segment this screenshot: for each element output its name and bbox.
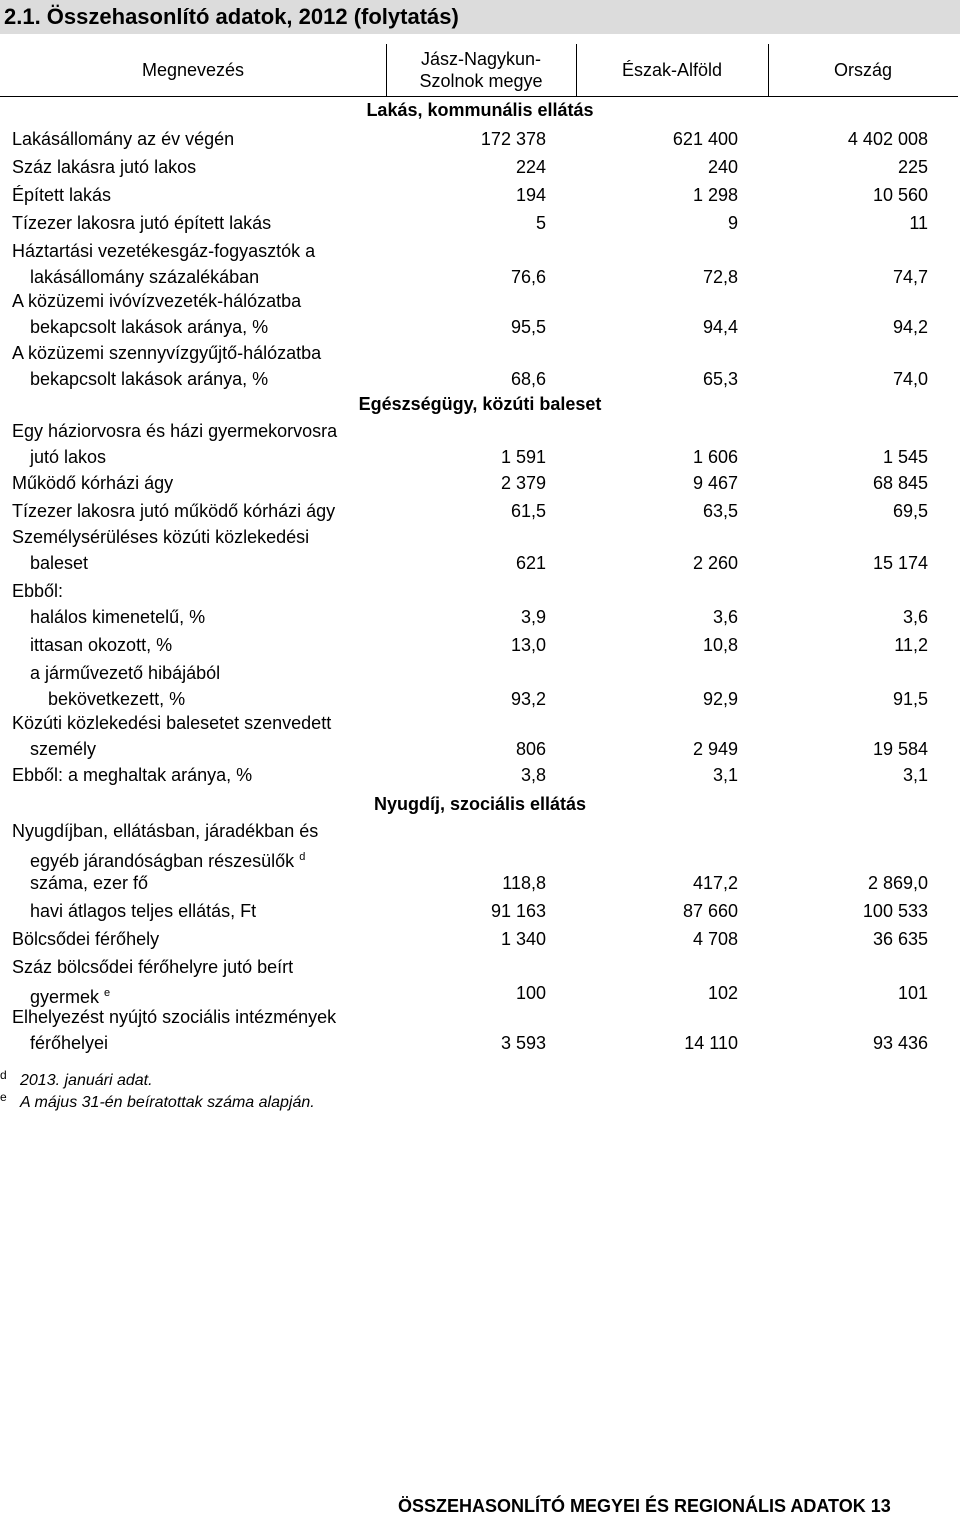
- row-label: [12, 710, 372, 762]
- row-label-line1: Személysérüléses közúti közlekedési: [12, 527, 310, 547]
- row-label-line1: Ebből:: [12, 581, 64, 601]
- row-label-line1: A közüzemi szennyvízgyűjtő-hálózatba: [12, 343, 322, 363]
- row-label-line2: gyermek: [30, 987, 100, 1007]
- footnote-symbol: d: [0, 1068, 7, 1082]
- footnote-symbol: e: [0, 1090, 7, 1104]
- value-country: 15 174: [872, 553, 928, 573]
- row-label: [12, 470, 372, 496]
- row-label-line2: lakásállomány százalékában: [30, 267, 260, 287]
- value-region: 621 400: [672, 129, 738, 149]
- value-region: 10,8: [702, 635, 738, 655]
- value-country: 225: [897, 157, 928, 177]
- value-region: 2 260: [692, 553, 738, 573]
- value-county: 76,6: [510, 267, 546, 287]
- table-row: [0, 870, 960, 896]
- value-region: 94,4: [702, 317, 738, 337]
- value-region: 4 708: [692, 929, 738, 949]
- value-country: 69,5: [892, 501, 928, 521]
- table-row: [0, 762, 960, 788]
- value-region: 3,1: [712, 765, 738, 785]
- row-label: [12, 126, 372, 152]
- table-row: [0, 340, 960, 392]
- value-region: 14 110: [684, 1033, 738, 1053]
- row-label-line1: a járművezető hibájából: [30, 663, 221, 683]
- value-country: 74,0: [892, 369, 928, 389]
- footnote-text: A május 31-én beíratottak száma alapján.: [20, 1094, 315, 1111]
- row-label-line1: Működő kórházi ágy: [12, 473, 174, 493]
- table-row: [0, 238, 960, 290]
- row-label: [12, 524, 372, 576]
- table-row: [0, 182, 960, 208]
- row-label-line1: Nyugdíjban, ellátásban, járadékban és: [12, 821, 319, 841]
- row-label-line2: bekapcsolt lakások aránya, %: [30, 317, 269, 337]
- row-label-line1: halálos kimenetelű, %: [30, 607, 206, 627]
- value-region: 3,6: [712, 607, 738, 627]
- footnote-text: 2013. januári adat.: [20, 1072, 153, 1089]
- row-label-line1: Lakásállomány az év végén: [12, 129, 235, 149]
- table-row: [0, 578, 960, 604]
- value-country: 3,6: [902, 607, 928, 627]
- value-county: 224: [515, 157, 546, 177]
- table-row: [0, 926, 960, 952]
- header-megnevezes: Megnevezés: [141, 60, 245, 80]
- row-label-line2: férőhelyei: [30, 1033, 109, 1053]
- value-country: 36 635: [872, 929, 928, 949]
- value-country: 93 436: [872, 1033, 928, 1053]
- value-country: 2 869,0: [867, 873, 928, 893]
- row-label: [12, 632, 390, 658]
- row-label: [12, 288, 372, 340]
- value-county: 5: [535, 213, 546, 233]
- header-region: Észak-Alföld: [621, 60, 723, 80]
- row-label: [12, 154, 372, 180]
- section-health: Egészségügy, közúti baleset: [358, 394, 602, 414]
- value-county: 91 163: [490, 901, 546, 921]
- table-row: [0, 604, 960, 630]
- row-label-line2: jutó lakos: [30, 447, 107, 467]
- table-row: [0, 498, 960, 524]
- value-region: 417,2: [692, 873, 738, 893]
- value-county: 68,6: [510, 369, 546, 389]
- table-row: [0, 710, 960, 762]
- footnote-marker: e: [104, 987, 111, 999]
- value-region: 92,9: [702, 689, 738, 709]
- row-label-line1: Száz lakásra jutó lakos: [12, 157, 197, 177]
- table-row: [0, 818, 960, 870]
- table-row: [0, 632, 960, 658]
- value-region: 9: [727, 213, 738, 233]
- value-country: 10 560: [872, 185, 928, 205]
- row-label-line1: Elhelyezést nyújtó szociális intézmények: [12, 1007, 337, 1027]
- value-county: 621: [515, 553, 546, 573]
- row-label-line2: személy: [30, 739, 97, 759]
- section-pension: Nyugdíj, szociális ellátás: [373, 794, 587, 814]
- value-county: 3,9: [520, 607, 546, 627]
- page-footer: ÖSSZEHASONLÍTÓ MEGYEI ÉS REGIONÁLIS ADATOK 13: [398, 1496, 891, 1516]
- row-label: [12, 418, 372, 470]
- row-label: [12, 660, 390, 712]
- value-region: 2 949: [692, 739, 738, 759]
- value-country: 11,2: [894, 635, 928, 655]
- row-label-line1: Közúti közlekedési balesetet szenvedett: [12, 713, 332, 733]
- row-label-line1: ittasan okozott, %: [30, 635, 173, 655]
- header-county-line2: Szolnok megye: [419, 71, 543, 91]
- value-county: 1 591: [500, 447, 546, 467]
- row-label-line1: Tízezer lakosra jutó épített lakás: [12, 213, 272, 233]
- value-county: 194: [515, 185, 546, 205]
- value-country: 100 533: [862, 901, 928, 921]
- row-label-line1: Bölcsődei férőhely: [12, 929, 160, 949]
- value-county: 806: [515, 739, 546, 759]
- table-row: [0, 898, 960, 924]
- row-label-line1: száma, ezer fő: [30, 873, 149, 893]
- value-county: 93,2: [510, 689, 546, 709]
- table-row: [0, 954, 960, 1006]
- row-label-line1: havi átlagos teljes ellátás, Ft: [30, 901, 257, 921]
- row-label-line1: Egy háziorvosra és házi gyermekorvosra: [12, 421, 338, 441]
- page-title: 2.1. Összehasonlító adatok, 2012 (folytatás): [0, 0, 960, 34]
- row-label-line1: Tízezer lakosra jutó működő kórházi ágy: [12, 501, 336, 521]
- value-region: 1 606: [692, 447, 738, 467]
- value-county: 61,5: [510, 501, 546, 521]
- table-row: [0, 288, 960, 340]
- value-county: 118,8: [502, 873, 546, 893]
- row-label: [12, 1004, 372, 1056]
- value-country: 3,1: [902, 765, 928, 785]
- value-region: 65,3: [702, 369, 738, 389]
- table-row: [0, 154, 960, 180]
- value-country: 94,2: [892, 317, 928, 337]
- row-label-line2: bekövetkezett, %: [48, 689, 186, 709]
- row-label: [12, 898, 390, 924]
- value-county: 172 378: [480, 129, 546, 149]
- header-county-line1: Jász-Nagykun-: [420, 49, 542, 69]
- value-country: 74,7: [892, 267, 928, 287]
- row-label-line1: A közüzemi ivóvízvezeték-hálózatba: [12, 291, 302, 311]
- row-label-line1: Háztartási vezetékesgáz-fogyasztók a: [12, 241, 316, 261]
- row-label: [12, 578, 372, 604]
- header-country: Ország: [833, 60, 893, 80]
- row-label-line2: baleset: [30, 553, 89, 573]
- value-country: 68 845: [872, 473, 928, 493]
- value-region: 1 298: [692, 185, 738, 205]
- row-label: [12, 926, 372, 952]
- table-row: [0, 660, 960, 712]
- value-region: 72,8: [702, 267, 738, 287]
- table-row: [0, 1004, 960, 1056]
- value-region: 63,5: [702, 501, 738, 521]
- row-label-line1: Száz bölcsődei férőhelyre jutó beírt: [12, 957, 294, 977]
- row-label: [12, 762, 372, 788]
- value-country: 1 545: [882, 447, 928, 467]
- value-region: 240: [707, 157, 738, 177]
- row-label: [12, 210, 372, 236]
- value-county: 100: [515, 983, 546, 1003]
- row-label-line1: Épített lakás: [12, 185, 112, 205]
- row-label: [12, 238, 372, 290]
- row-label: [12, 818, 372, 874]
- value-country: 11: [909, 213, 928, 233]
- value-country: 91,5: [892, 689, 928, 709]
- footnote-marker: d: [299, 851, 306, 863]
- value-country: 4 402 008: [847, 129, 928, 149]
- value-county: 3,8: [520, 765, 546, 785]
- value-county: 95,5: [510, 317, 546, 337]
- value-county: 3 593: [500, 1033, 546, 1053]
- table-row: [0, 126, 960, 152]
- value-region: 9 467: [692, 473, 738, 493]
- row-label: [12, 954, 372, 1010]
- row-label: [12, 182, 372, 208]
- row-label: [12, 498, 372, 524]
- header-county: [386, 44, 576, 96]
- value-region: 102: [707, 983, 738, 1003]
- table-row: [0, 210, 960, 236]
- row-label: [12, 340, 372, 392]
- value-country: 101: [897, 983, 928, 1003]
- table-row: [0, 524, 960, 576]
- table-row: [0, 470, 960, 496]
- value-region: 87 660: [682, 901, 738, 921]
- value-county: 1 340: [500, 929, 546, 949]
- row-label-line1: Ebből: a meghaltak aránya, %: [12, 765, 253, 785]
- section-housing: Lakás, kommunális ellátás: [366, 100, 594, 120]
- row-label-line2: bekapcsolt lakások aránya, %: [30, 369, 269, 389]
- row-label: [12, 870, 390, 896]
- row-label-line2: egyéb járandóságban részesülők: [30, 851, 295, 871]
- row-label: [12, 604, 390, 630]
- value-county: 13,0: [510, 635, 546, 655]
- table-row: [0, 418, 960, 470]
- header-rule: [0, 96, 958, 97]
- value-county: 2 379: [500, 473, 546, 493]
- value-country: 19 584: [872, 739, 928, 759]
